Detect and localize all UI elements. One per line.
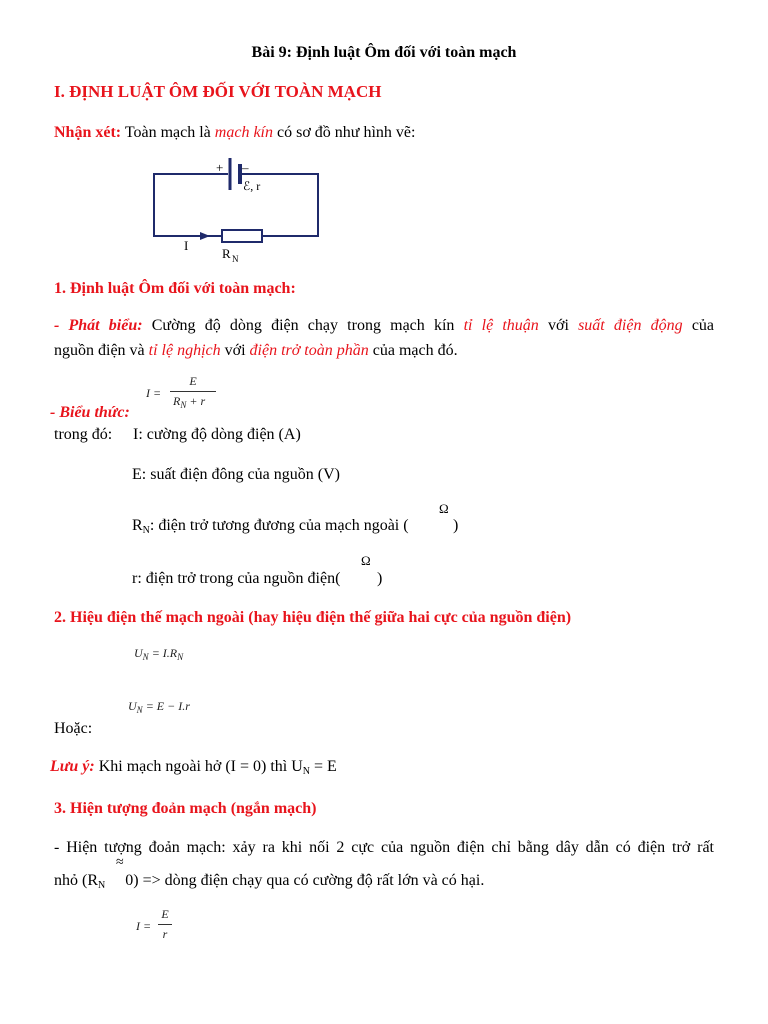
or-label: Hoặc: (54, 720, 93, 737)
def-external-resistance (132, 517, 409, 536)
den-sub: N (180, 400, 187, 410)
remark-text-after: có sơ đồ như hình vẽ: (272, 124, 416, 141)
line2-sub: N (98, 880, 106, 891)
formula-numerator: E (161, 907, 169, 921)
close-paren: ) (377, 570, 383, 587)
def-rn-text: : điện trở tương đương của mạch ngoài ( (149, 517, 409, 534)
statement-line-1 (54, 317, 714, 335)
resistor-label: R (222, 246, 231, 261)
u-sub: N (142, 652, 149, 662)
note-sub: N (302, 766, 311, 777)
approx-symbol: ≈ (116, 855, 124, 870)
note-text: Khi mạch ngoài hở (I = 0) thì U (94, 758, 303, 775)
resistor-label-sub: N (232, 254, 239, 264)
resistor (222, 230, 262, 242)
where-label: trong đó: (54, 426, 113, 443)
statement-text: của mạch đó. (368, 342, 458, 359)
subsection-2-heading: 2. Hiệu điện thế mạch ngoài (hay hiệu điện thế giữa hai cực của nguồn điện) (54, 609, 572, 626)
formula-denominator: r (162, 927, 168, 941)
statement-highlight: điện trở toàn phần (249, 342, 369, 359)
remark-text-before: Toàn mạch là (121, 124, 215, 141)
subsection-3-heading: 3. Hiện tượng đoản mạch (ngắn mạch) (54, 800, 317, 817)
statement-highlight: tỉ lệ thuận (463, 317, 539, 334)
note-text-end: = E (310, 758, 337, 775)
formula-lhs: I = (146, 386, 162, 400)
statement-text: của (682, 317, 715, 334)
remark-label: Nhận xét: (54, 124, 122, 141)
remark-highlight: mạch kín (214, 124, 273, 141)
line2-end: 0) => dòng điện chạy qua có cường độ rất lớn và có hại. (105, 872, 485, 889)
statement-highlight: suất điện động (578, 317, 683, 334)
statement-text: Cường độ dòng điện chạy trong mạch kín (142, 317, 464, 334)
current-label: I (184, 238, 189, 253)
def-current: I: cường độ dòng điện (A) (133, 426, 301, 443)
statement-line-2 (54, 342, 458, 360)
def-internal-resistance: r: điện trở trong của nguồn điện( (132, 570, 341, 587)
voltage-formula-1 (134, 646, 183, 662)
subsection-1-heading: 1. Định luật Ôm đối với toàn mạch: (54, 280, 296, 297)
statement-label: - Phát biểu: (54, 317, 143, 334)
page-title: Bài 9: Định luật Ôm đối với toàn mạch (251, 44, 517, 61)
expression-label: - Biểu thức: (50, 404, 130, 421)
voltage-formula-2 (128, 699, 190, 715)
wire-left (154, 174, 228, 236)
def-rn-sub: N (142, 525, 150, 536)
statement-highlight: tỉ lệ nghịch (148, 342, 221, 359)
remark-line (54, 124, 415, 142)
minus-sign: – (242, 160, 249, 175)
current-arrow-icon (200, 232, 210, 240)
formula-rest: = E − I.r (142, 699, 190, 713)
statement-text: với (220, 342, 250, 359)
u-symbol: U (128, 699, 137, 713)
line2-start: nhỏ (R (54, 872, 98, 889)
fraction-bar (158, 924, 172, 925)
short-circuit-line-1: - Hiện tượng đoản mạch: xảy ra khi nối 2 cực của nguồn điện chỉ bằng dây dẫn có điện trở rất (54, 839, 714, 856)
u-sub: N (136, 705, 143, 715)
plus-sign: + (216, 160, 224, 175)
omega-symbol: Ω (439, 501, 449, 516)
formula-lhs: I = (136, 919, 152, 933)
den-rest: + r (186, 394, 206, 408)
statement-text: với (538, 317, 579, 334)
formula-numerator: E (189, 374, 197, 388)
emf-label: ℰ, r (243, 179, 261, 193)
omega-symbol: Ω (361, 553, 371, 568)
def-rn-symbol: R (132, 517, 143, 534)
short-circuit-line-2 (54, 872, 484, 891)
statement-text: nguồn điện và (54, 342, 149, 359)
formula-rest: = I.R (148, 646, 178, 660)
note-label: Lưu ý: (50, 758, 95, 775)
def-emf: E: suất điện đông của nguồn (V) (132, 466, 340, 483)
close-paren: ) (453, 517, 459, 534)
den-r: R (173, 394, 181, 408)
formula-denominator (173, 394, 205, 410)
u-symbol: U (134, 646, 143, 660)
fraction-bar (170, 391, 216, 392)
section-1-heading: I. ĐỊNH LUẬT ÔM ĐỐI VỚI TOÀN MẠCH (54, 82, 382, 101)
note-line (50, 758, 337, 777)
r-sub: N (177, 652, 184, 662)
circuit-diagram (140, 150, 340, 270)
